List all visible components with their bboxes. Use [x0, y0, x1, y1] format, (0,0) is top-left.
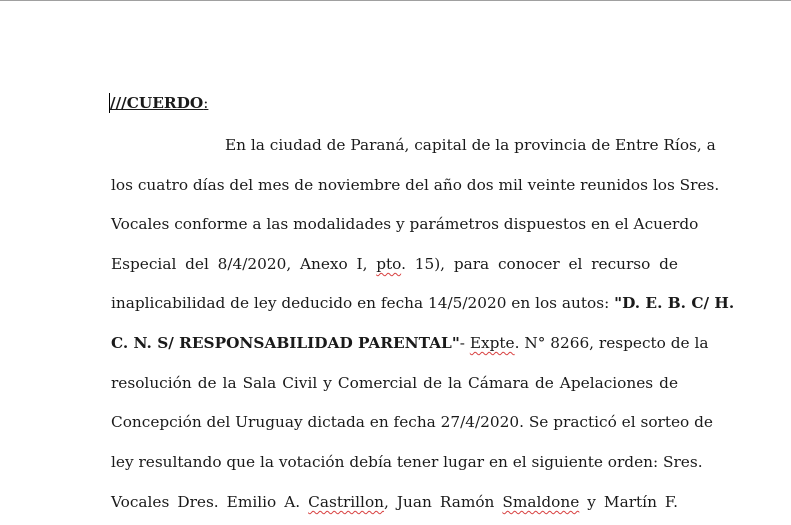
spellcheck-word-expte[interactable]: Expte: [469, 334, 515, 352]
paragraph-line-9[interactable]: ley resultando que la votación debía tener lugar en el siguiente orden: Sres.: [111, 453, 703, 471]
spellcheck-word-pto[interactable]: pto: [376, 255, 402, 273]
spellcheck-word-castrillon[interactable]: Castrillon: [308, 493, 385, 511]
line-10-part-a: Vocales Dres. Emilio A.: [111, 493, 309, 511]
paragraph-line-2[interactable]: los cuatro días del mes de noviembre del año dos mil veinte reunidos los Sres.: [111, 176, 720, 194]
line-10-part-c: y Martín F.: [579, 493, 679, 511]
heading-suffix: :: [203, 94, 209, 112]
paragraph-line-3[interactable]: Vocales conforme a las modalidades y parámetros dispuestos en el Acuerdo: [111, 215, 699, 233]
line-4-part-a: Especial del 8/4/2020, Anexo I,: [111, 255, 377, 273]
heading-text: ///CUERDO: [110, 94, 204, 112]
paragraph-line-1[interactable]: En la ciudad de Paraná, capital de la provincia de Entre Ríos, a: [225, 136, 716, 154]
paragraph-line-4[interactable]: [111, 254, 678, 274]
document-heading[interactable]: [110, 94, 208, 112]
line-6-part-b: . N° 8266, respecto de la: [514, 334, 709, 352]
line-4-part-b: . 15), para conocer el recurso de: [401, 255, 678, 273]
spellcheck-word-smaldone[interactable]: Smaldone: [502, 493, 580, 511]
paragraph-line-6[interactable]: [111, 333, 709, 353]
case-title-part-1: "D. E. B. C/ H.: [614, 294, 735, 312]
line-5-part-a: inaplicabilidad de ley deducido en fecha 14/5/2020 en los autos:: [111, 294, 615, 312]
paragraph-line-5[interactable]: [111, 293, 735, 313]
case-title-part-2: C. N. S/ RESPONSABILIDAD PARENTAL": [111, 334, 460, 352]
paragraph-line-8[interactable]: Concepción del Uruguay dictada en fecha 27/4/2020. Se practicó el sorteo de: [111, 413, 713, 431]
paragraph-line-10[interactable]: [111, 492, 678, 512]
paragraph-line-7[interactable]: resolución de la Sala Civil y Comercial de la Cámara de Apelaciones de: [111, 374, 678, 392]
line-10-part-b: , Juan Ramón: [384, 493, 503, 511]
line-6-part-a: -: [459, 334, 470, 352]
